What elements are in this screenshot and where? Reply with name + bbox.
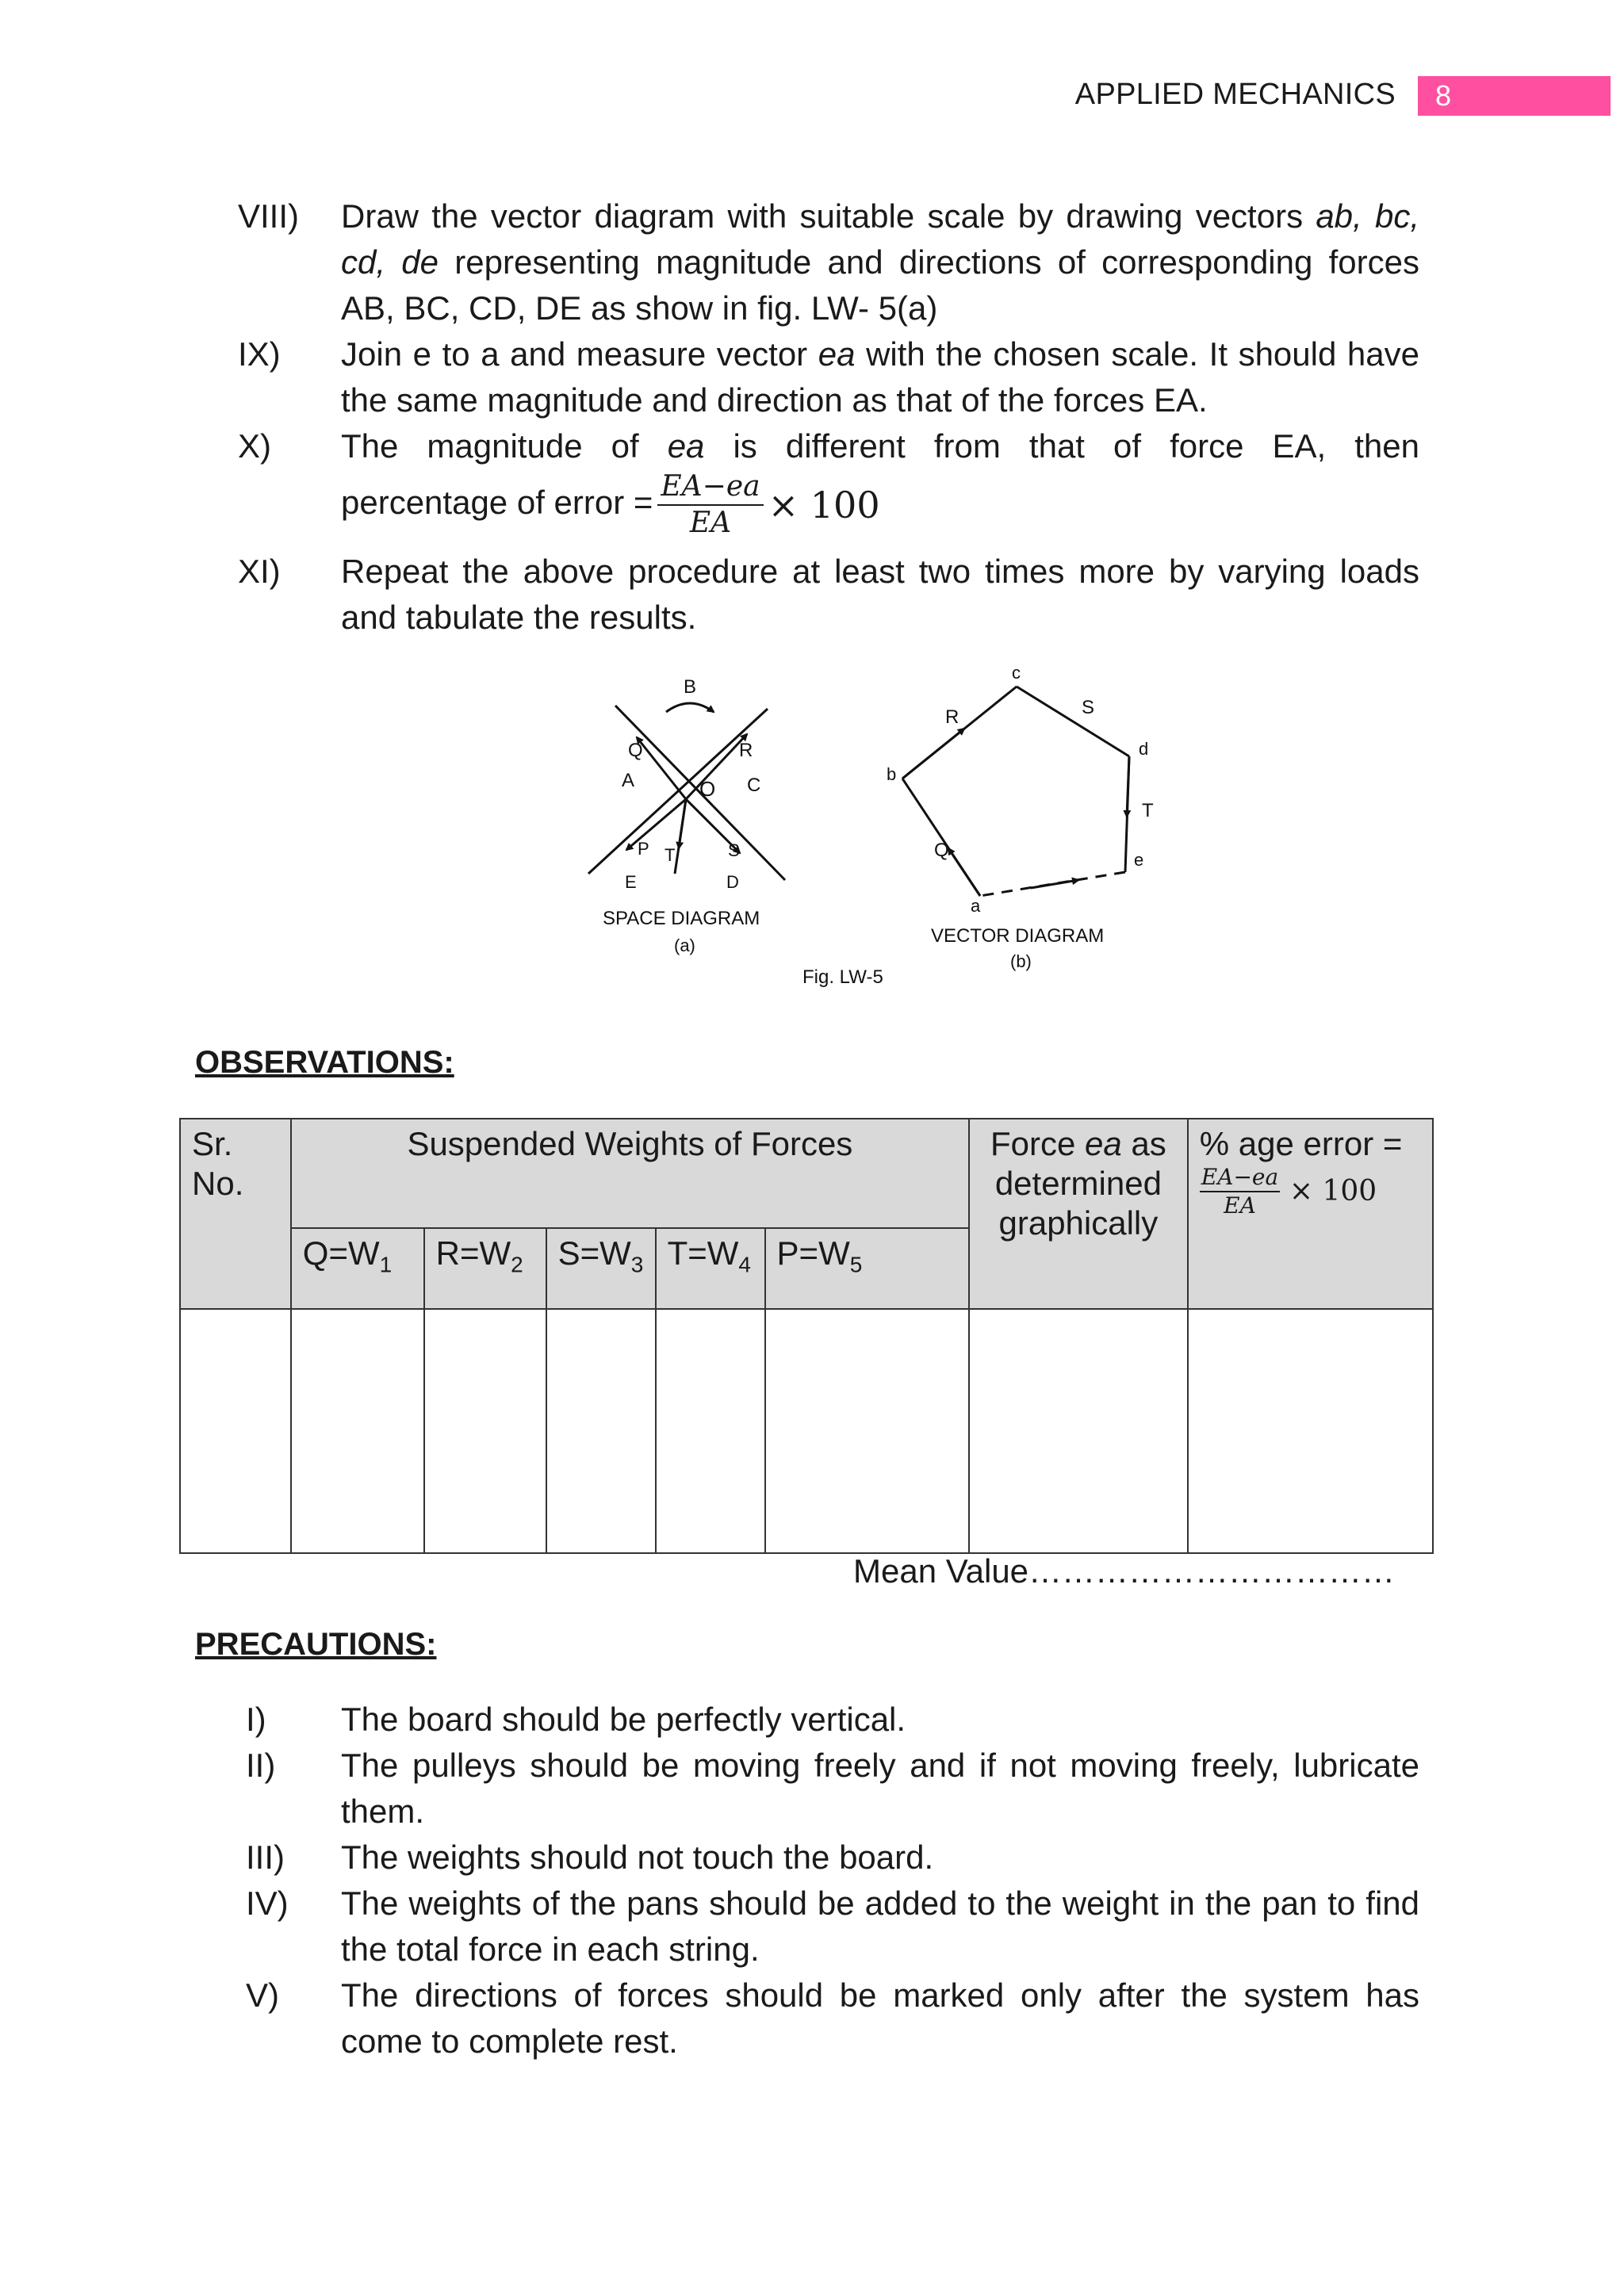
precaution-text: The weights should not touch the board. xyxy=(341,1839,934,1876)
moment-arrow-b xyxy=(666,703,714,712)
label-a: a xyxy=(971,896,981,916)
vector-diagram-title: VECTOR DIAGRAM xyxy=(931,925,1105,947)
step-text: Repeat the above procedure at least two times more by varying loads and tabulate the results. xyxy=(341,553,1419,636)
table-cell xyxy=(656,1309,765,1553)
precaution-text: The pulleys should be moving freely and if not moving freely, lubricate them. xyxy=(341,1747,1419,1830)
error-label: % age error = xyxy=(1199,1125,1403,1162)
label-A: A xyxy=(622,770,635,791)
error-formula xyxy=(341,469,1419,541)
vector-diagram xyxy=(887,663,1154,971)
label-E: E xyxy=(625,872,637,892)
table-cell xyxy=(765,1309,969,1553)
space-diagram-title: SPACE DIAGRAM xyxy=(603,908,760,929)
precaution-number: V) xyxy=(246,1976,279,2014)
label-T: T xyxy=(665,845,676,865)
subcol-r: $R=W_2$ xyxy=(424,1228,546,1309)
vector-cd xyxy=(1017,687,1129,756)
step-ix xyxy=(238,331,1419,427)
label-P: P xyxy=(638,839,649,859)
label-c: c xyxy=(1012,663,1021,683)
subcol-p: $P=W_5$ xyxy=(765,1228,969,1309)
arrow-q xyxy=(637,737,686,799)
subcol-s: $S=W_3$ xyxy=(546,1228,656,1309)
label-vec-R: R xyxy=(945,706,959,728)
vector-ea-arrow xyxy=(1031,880,1078,888)
step-text: Draw the vector diagram with suitable scale by drawing vectors ab, bc, cd, de representing magnitude and directions of corresponding forces AB, BC, CD, DE as show in fig. LW- 5(a) xyxy=(341,197,1419,327)
precaution-ii xyxy=(238,1743,1419,1838)
page-number: 8 xyxy=(1435,79,1452,112)
header-title: APPLIED MECHANICS xyxy=(1074,78,1396,111)
figure-caption: Fig. LW-5 xyxy=(802,966,883,988)
precaution-i xyxy=(238,1697,1419,1744)
mean-value: Mean Value…………………………… xyxy=(853,1552,1396,1590)
label-e: e xyxy=(1134,850,1144,870)
step-number: VIII) xyxy=(238,197,300,235)
label-O: O xyxy=(699,777,716,801)
step-number: XI) xyxy=(238,553,281,590)
space-diagram xyxy=(588,676,785,955)
table-cell xyxy=(546,1309,656,1553)
precaution-iv xyxy=(238,1881,1419,1976)
precaution-v xyxy=(238,1973,1419,2068)
precaution-number: IV) xyxy=(246,1885,289,1922)
step-viii xyxy=(238,193,1419,336)
label-D: D xyxy=(726,872,739,892)
precaution-text: The directions of forces should be marked only after the system has come to complete rest. xyxy=(341,1976,1419,2060)
error-fraction: $\frac{EA-ea}{EA}$ xyxy=(1201,1164,1279,1219)
precaution-number: III) xyxy=(246,1839,285,1876)
precaution-iii xyxy=(238,1835,1419,1882)
subcol-t: $T=W_4$ xyxy=(656,1228,765,1309)
step-xi xyxy=(238,549,1419,644)
step-text: Join e to a and measure vector ea with the chosen scale. It should have the same magnitude and direction as that of the forces EA. xyxy=(341,335,1420,419)
label-vec-S: S xyxy=(1082,697,1095,718)
arrow-t xyxy=(679,799,686,848)
col-suspended-weights: Suspended Weights of Forces xyxy=(291,1119,969,1228)
table-cell xyxy=(291,1309,424,1553)
formula-multiplier: × 100 xyxy=(768,484,880,526)
label-C: C xyxy=(747,775,761,796)
page-number-badge xyxy=(1418,76,1611,116)
table-cell xyxy=(424,1309,546,1553)
col-percent-error xyxy=(1188,1119,1433,1309)
col-force-ea: Force ea as determined graphically xyxy=(969,1119,1188,1309)
step-x xyxy=(238,423,1419,550)
label-vec-Q: Q xyxy=(934,840,949,861)
observations-heading: OBSERVATIONS: xyxy=(195,1045,454,1080)
arrow-r xyxy=(686,734,747,799)
label-b: b xyxy=(887,764,897,784)
label-Q: Q xyxy=(628,740,643,761)
label-R: R xyxy=(739,740,753,761)
precautions-heading: PRECAUTIONS: xyxy=(195,1627,437,1662)
table-row xyxy=(180,1309,1433,1553)
precaution-text: The board should be perfectly vertical. xyxy=(341,1701,906,1738)
label-d: d xyxy=(1139,739,1149,759)
vector-ab-arrow xyxy=(948,848,980,896)
col-sr-no: Sr. No. xyxy=(180,1119,291,1309)
label-vec-T: T xyxy=(1142,800,1154,821)
table-cell xyxy=(1188,1309,1433,1553)
label-B: B xyxy=(684,676,697,698)
formula-label: percentage of error = xyxy=(341,484,653,522)
error-multiplier: × 100 xyxy=(1289,1175,1377,1208)
figure-lw5 xyxy=(555,658,1189,1007)
precaution-number: II) xyxy=(246,1747,276,1784)
precaution-number: I) xyxy=(246,1701,266,1738)
subcol-q: $Q=W_1$ xyxy=(291,1228,424,1309)
step-number: X) xyxy=(238,427,271,465)
precaution-text: The weights of the pans should be added to the weight in the pan to find the total force in each string. xyxy=(341,1885,1419,1968)
arrow-p xyxy=(626,799,686,850)
step-text: The magnitude of ea is different from that of force EA, then xyxy=(341,427,1420,465)
formula-fraction: $\frac{EA-ea}{EA}$ xyxy=(657,469,763,541)
table-cell xyxy=(969,1309,1188,1553)
step-number: IX) xyxy=(238,335,281,373)
vector-de-arrow xyxy=(1127,756,1129,817)
table-cell xyxy=(180,1309,291,1553)
space-diagram-sub: (a) xyxy=(674,936,695,955)
label-S: S xyxy=(728,840,740,860)
observations-table xyxy=(179,1118,1434,1554)
vector-diagram-sub: (b) xyxy=(1010,951,1032,971)
vector-bc-arrow xyxy=(902,729,964,779)
